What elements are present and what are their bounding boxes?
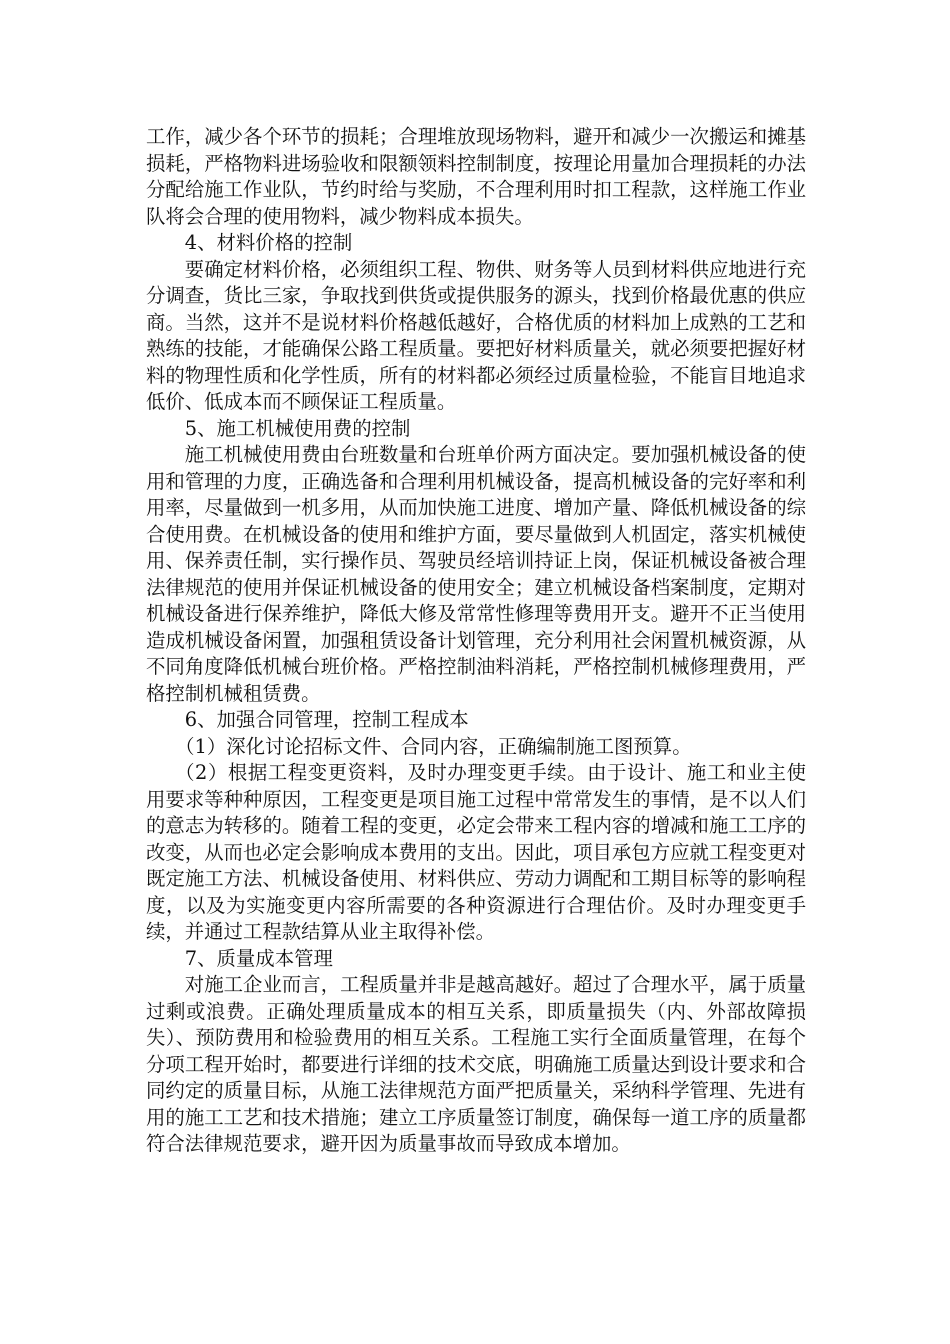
heading-contract-management: 6、加强合同管理，控制工程成本 — [184, 708, 469, 731]
heading-quality-cost: 7、质量成本管理 — [184, 946, 333, 970]
paragraph-material-loss: 工作，减少各个环节的损耗；合理堆放现场物料，避开和减少一次搬运和摊基损耗，严格物料进场验收和限额领料控制制度，按理论用量加合理损耗的办法分配给施工作业队，节约时给与奖励，不合理利用时扣工程款，这样施工作业队将会合理的使用物料，减少物料成本损失。 — [146, 125, 806, 228]
paragraph-material-price: 要确定材料价格，必须组织工程、物供、财务等人员到材料供应地进行充分调查，货比三家，争取找到供货或提供服务的源头，找到价格最优惠的供应商。当然，这并不是说材料价格越低越好，合格优质的材料加上成熟的工艺和熟练的技能，才能确保公路工程质量。要把好材料质量关，就必须要把握好材料的物理性质和化学性质，所有的材料都必须经过质量检验，不能盲目地追求低价、低成本而不顾保证工程质量。 — [146, 257, 806, 413]
document-body — [146, 124, 806, 1158]
paragraph-contract-item-1: （1）深化讨论招标文件、合同内容，正确编制施工图预算。 — [175, 734, 692, 758]
heading-machinery-cost: 5、施工机械使用费的控制 — [184, 416, 411, 440]
heading-material-price: 4、材料价格的控制 — [184, 231, 353, 254]
paragraph-contract-item-2: （2）根据工程变更资料，及时办理变更手续。由于设计、施工和业主使用要求等种种原因，工程变更是项目施工过程中常常发生的事情，是不以人们的意志为转移的。随着工程的变更，必定会带来工程内容的增减和施工工序的改变，从而也必定会影响成本费用的支出。因此，项目承包方应就工程变更对既定施工方法、机械设备使用、材料供应、劳动力调配和工期目标等的影响程度，以及为实施变更内容所需要的各种资源进行合理估价。及时办理变更手续，并通过工程款结算从业主取得补偿。 — [146, 761, 806, 943]
paragraph-machinery-cost: 施工机械使用费由台班数量和台班单价两方面决定。要加强机械设备的使用和管理的力度，正确选备和合理利用机械设备，提高机械设备的完好率和利用率，尽量做到一机多用，从而加快施工进度、增加产量、降低机械设备的综合使用费。在机械设备的使用和维护方面，要尽量做到人机固定，落实机械使用、保养责任制，实行操作员、驾驶员经培训持证上岗，保证机械设备被合理法律规范的使用并保证机械设备的使用安全；建立机械设备档案制度，定期对机械设备进行保养维护，降低大修及常常性修理等费用开支。避开不正当使用造成机械设备闲置，加强租赁设备计划管理，充分利用社会闲置机械资源，从不同角度降低机械台班价格。严格控制油料消耗，严格控制机械修理费用，严格控制机械租赁费。 — [146, 443, 806, 705]
paragraph-quality-cost: 对施工企业而言，工程质量并非是越高越好。超过了合理水平，属于质量过剩或浪费。正确处理质量成本的相互关系，即质量损失（内、外部故障损失）、预防费用和检验费用的相互关系。工程施工实行全面质量管理，在每个分项工程开始时，都要进行详细的技术交底，明确施工质量达到设计要求和合同约定的质量目标，从施工法律规范方面严把质量关，采纳科学管理、先进有用的施工工艺和技术措施；建立工序质量签订制度，确保每一道工序的质量都符合法律规范要求，避开因为质量事故而导致成本增加。 — [146, 973, 806, 1155]
